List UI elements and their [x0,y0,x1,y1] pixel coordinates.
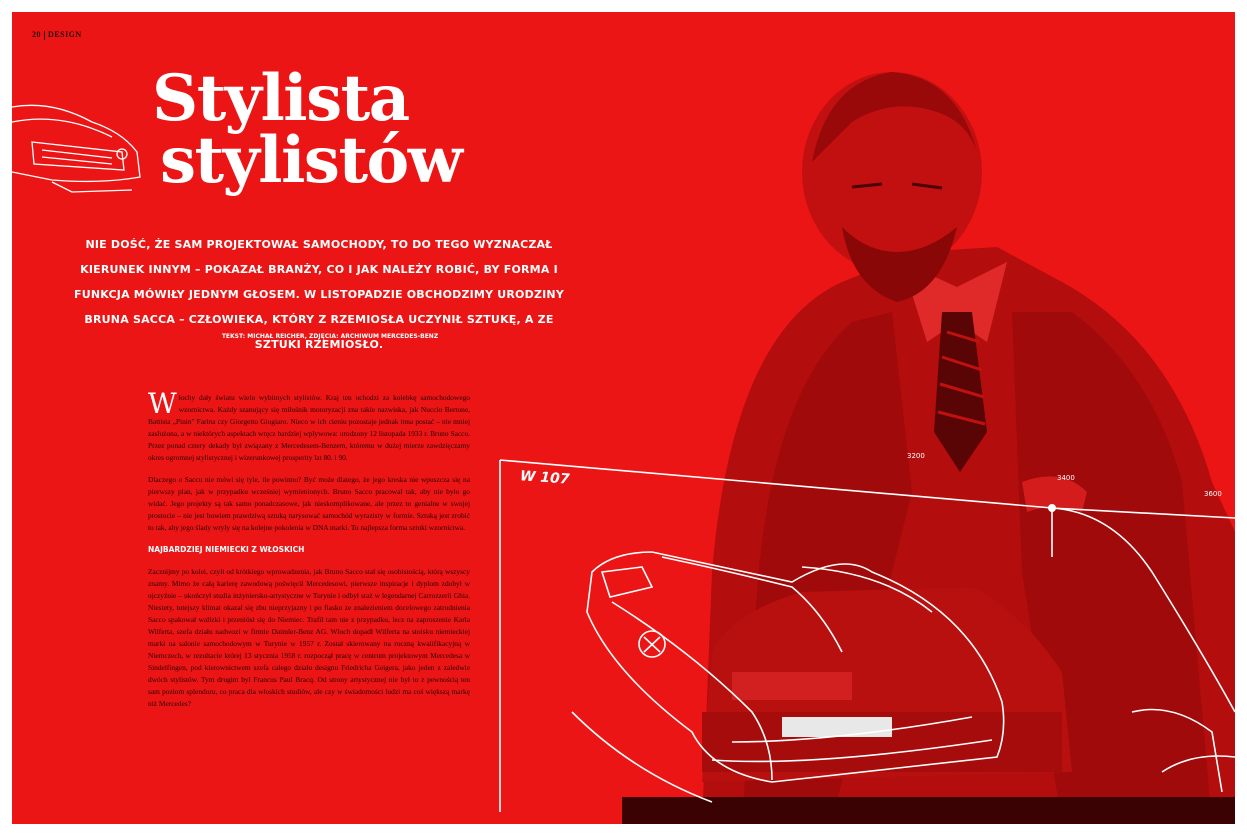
magazine-spread [12,12,1235,824]
drop-cap: W [148,387,177,420]
page-number: 20 [32,30,41,39]
article-title [152,61,462,198]
sketch-dim-1: 3200 [907,452,925,460]
paragraph-1 [148,387,470,464]
article-credits: TEKST: MICHAŁ REICHER, ZDJĘCIA: ARCHIWUM MERCEDES-BENZ [221,333,439,340]
section-name: DESIGN [48,30,82,39]
sketch-dim-3: 3600 [1204,490,1222,498]
paragraph-2: Dlaczego o Saccu nie mówi się tyle, ile powinno? Być może dlatego, że jego kreska nie wpuszcza się na pierwszy plan, jak w przypadku wcześniej wymienionych. Bruno Sacco pracował tak, aby nie było go widać. Jego projekty są tak samo ponadczasowe, jak nieskomplikowane, ale przez to genialne w swojej prostocie – nie jest bowiem prawdziwą sztuką narysować samochód wyrazisty w formie. Sztuką jest zrobić to tak, aby jego ślady wryły się na kolejne pokolenia w DNA marki. To najlepsza forma sztuki wzornictwa. [148,475,470,532]
left-car-sketch [12,12,152,212]
paragraph-1-text: łochy dały światu wielu wybitnych stylistów. Kraj ten uchodzi za kolebkę samochodowego wzornictwa. Każdy szanujący się miłośnik motoryzacji zna takie nazwiska, jak Nuccio Bertone, Battista „Pinin" Farina czy Giorgetto Giugiaro. Nieco w ich cieniu pozostaje jednak inna postać – nie mniej zasłużona, a w niektórych aspektach wręcz bardziej wpływowa: urodzony 12 listopada 1933 r. Bruno Sacco. Przez ponad cztery dekady był związany z Mercedesem-Benzem, któremu w dużej mierze zawdzięczamy okres ogromnej stylistycznej i wizerunkowej prosperity lat 80. i 90. [148,393,470,462]
page-header [32,30,82,40]
title-line-1: Stylista [152,61,409,136]
sketch-label-model: W 107 [519,468,571,488]
title-line-2: stylistów [160,123,462,198]
paragraph-3: Zacznijmy po kolei, czyli od krótkiego wprowadzenia, jak Bruno Sacco stał się osobistością, którą wszyscy znamy. Mimo że całą karierę zawodową poświęcił Mercedesowi, pierwsze inspiracje i dyplom zdobył w ojczyźnie – ukończył studia inżyniersko-artystyczne w Turynie i odbył staż w legendarnej Carrozzerii Ghia. Niestety, tutejszy klimat okazał się zbu nieprzyjazny i po fiasku ze znalezieniem docelowego zatrudnienia Sacco spakował walizki i przeniósł się do Niemiec. Trafił tam nie z przypadku, lecz na zaproszenie Karla Wilferta, szefa działu nadwozi w firmie Daimler-Benz AG. Włoch dopadł Wilferta na stoisku niemieckiej marki na salonie samochodowym w Turynie w 1957 r. Został skierowany na roczną kwalifikacyjną w Niemczech, w rezultacie której 13 stycznia 1958 r. rozpoczął pracę w centrum projektowym Mercedesa w Sindelfingen, pod kierownictwem szefa całego działu designu Friedricha Geigera, jako jeden z zaledwie dwóch stylistów. Tym drugim był Francus Paul Bracq. Od strony artystycznej nie był to z pewnością ten sam poziom splendoru, co praca dla włoskich studiów, ale czy w świadomości ludzi ma coś większą markę niż Mercedes? [148,567,470,708]
sketch-dim-2: 3400 [1057,474,1075,482]
article-subhead: NAJBARDZIEJ NIEMIECKI Z WŁOSKICH [148,545,305,554]
article-lead: NIE DOŚĆ, ŻE SAM PROJEKTOWAŁ SAMOCHODY, TO DO TEGO WYZNACZAŁ KIERUNEK INNYM – POKAZAŁ BRANŻY, CO I JAK NALEŻY ROBIĆ, BY FORMA I FUNKCJA MÓWIŁY JEDNYM GŁOSEM. W LISTOPADZIE OBCHODZIMY URODZINY BRUNA SACCA – CZŁOWIEKA, KTÓRY Z RZEMIOSŁA UCZYNIŁ SZTUKĘ, A ZE SZTUKI RZEMIOSŁO. [74,238,564,351]
header-divider [44,31,45,40]
article-body [148,387,470,720]
